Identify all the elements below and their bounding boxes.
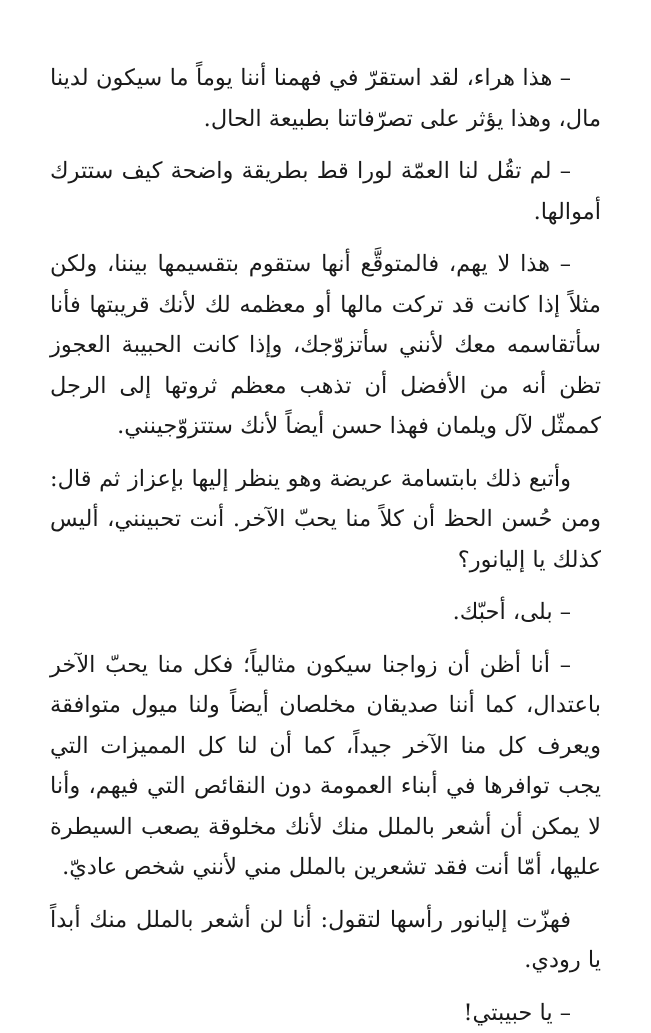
paragraph-1: – هذا هراء، لقد استقرّ في فهمنا أننا يوماً ما سيكون لدينا مال، وهذا يؤثر على تصرّفاتنا بطبيعة الحال. — [50, 58, 601, 139]
paragraph-7: فهزّت إليانور رأسها لتقول: أنا لن أشعر بالملل منك أبداً يا رودي. — [50, 900, 601, 981]
paragraph-2: – لم تقُل لنا العمّة لورا قط بطريقة واضحة كيف ستترك أموالها. — [50, 151, 601, 232]
paragraph-3: – هذا لا يهم، فالمتوقَّع أنها ستقوم بتقسيمها بيننا، ولكن مثلاً إذا كانت قد تركت مالها أو معظمه لك لأنك قريبتها فأنا سأتقاسمه معك لأنني سأتزوّجك، وإذا كانت الحبيبة العجوز تظن أنه من الأفضل أن تذهب معظم ثروتها إلى الرجل كممثّل لآل ويلمان فهذا حسن أيضاً لأنك ستتزوّجينني. — [50, 244, 601, 447]
paragraph-5: – بلى، أحبّك. — [50, 592, 601, 633]
paragraph-4: وأتبع ذلك بابتسامة عريضة وهو ينظر إليها بإعزاز ثم قال: ومن حُسن الحظ أن كلاً منا يحبّ الآخر. أنت تحبينني، أليس كذلك يا إليانور؟ — [50, 459, 601, 581]
paragraph-6: – أنا أظن أن زواجنا سيكون مثالياً؛ فكل منا يحبّ الآخر باعتدال، كما أننا صديقان مخلصان أيضاً ولنا ميول متوافقة ويعرف كل منا الآخر جيداً، كما أن لنا كل المميزات التي يجب توافرها في أبناء العمومة دون النقائص التي فيهم، وأنا لا يمكن أن أشعر بالملل منك لأنك مخلوقة يصعب السيطرة عليها، أمّا أنت فقد تشعرين بالملل مني لأنني شخص عاديّ. — [50, 645, 601, 888]
paragraph-8: – يا حبيبتي! — [50, 993, 601, 1033]
